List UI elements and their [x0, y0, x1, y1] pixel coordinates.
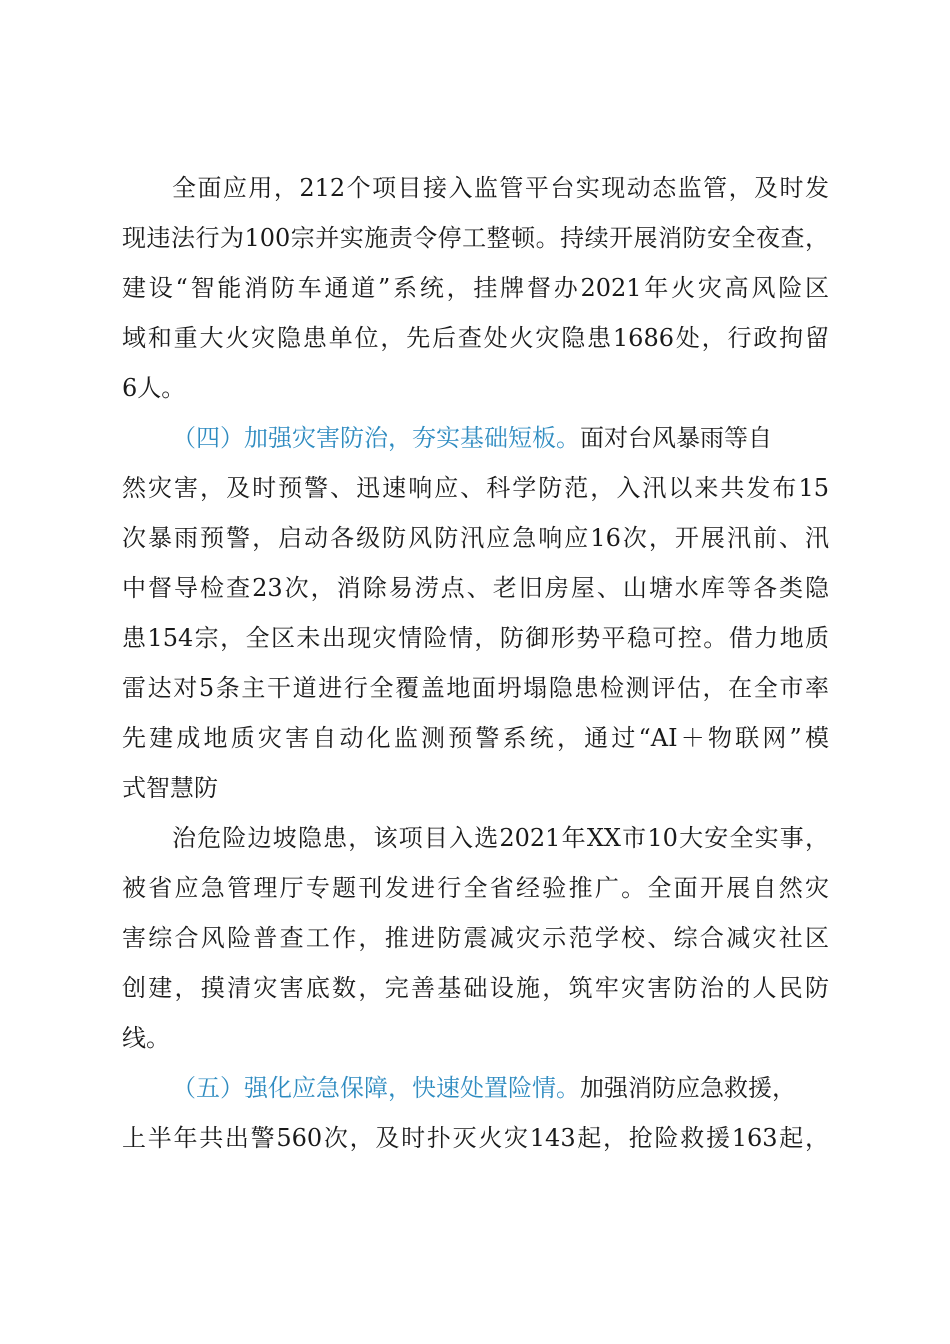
text-line-content: 患154宗，全区未出现灾情险情，防御形势平稳可控。借力地质: [122, 624, 829, 652]
text-line: [0, 663, 950, 713]
text-line: [0, 563, 950, 613]
text-line-content: 全面应用，212个项目接入监管平台实现动态监管，及时发: [172, 174, 829, 202]
text-line: [0, 863, 950, 913]
text-line: [0, 713, 950, 763]
text-line-content: 被省应急管理厅专题刊发进行全省经验推广。全面开展自然灾: [122, 874, 829, 902]
text-line-content: 雷达对5条主干道进行全覆盖地面坍塌隐患检测评估，在全市率: [122, 674, 829, 702]
text-line-content: 然灾害，及时预警、迅速响应、科学防范，入汛以来共发布15: [122, 474, 829, 502]
text-line: [0, 163, 950, 213]
text-line-content: 式智慧防: [122, 774, 218, 802]
text-line: [0, 613, 950, 663]
text-line: [0, 213, 950, 263]
text-line-content: 害综合风险普查工作，推进防震减灾示范学校、综合减灾社区: [122, 924, 829, 952]
text-line: [0, 1113, 950, 1163]
section-five-heading: （五）强化应急保障，快速处置险情。: [172, 1074, 580, 1102]
section-four-heading: （四）加强灾害防治，夯实基础短板。: [172, 424, 580, 452]
text-line-content: 治危险边坡隐患，该项目入选2021年XX市10大安全实事，: [172, 824, 829, 852]
section-five-line: [0, 1063, 950, 1113]
text-line: [0, 763, 950, 813]
text-line: [0, 513, 950, 563]
text-line-content: 建设“智能消防车通道”系统，挂牌督办2021年火灾高风险区: [122, 274, 829, 302]
text-line: [0, 363, 950, 413]
section-four-line: [0, 413, 950, 463]
text-line-content: 6人。: [122, 374, 186, 402]
text-line-content: 面对台风暴雨等自: [580, 424, 772, 452]
text-line: [0, 263, 950, 313]
text-line: [0, 1013, 950, 1063]
text-line-content: 域和重大火灾隐患单位，先后查处火灾隐患1686处，行政拘留: [122, 324, 829, 352]
text-line: [0, 463, 950, 513]
text-line-content: 现违法行为100宗并实施责令停工整顿。持续开展消防安全夜查，: [122, 224, 829, 252]
text-line-content: 创建，摸清灾害底数，完善基础设施，筑牢灾害防治的人民防: [122, 974, 829, 1002]
text-line: [0, 913, 950, 963]
text-line-content: 中督导检查23次，消除易涝点、老旧房屋、山塘水库等各类隐: [122, 574, 829, 602]
text-line-content: 先建成地质灾害自动化监测预警系统，通过“AI＋物联网”模: [122, 724, 829, 752]
text-line-content: 次暴雨预警，启动各级防风防汛应急响应16次，开展汛前、汛: [122, 524, 829, 552]
text-line-content: 加强消防应急救援，: [580, 1074, 796, 1102]
text-line-content: 上半年共出警560次，及时扑灭火灾143起，抢险救援163起，: [122, 1124, 829, 1152]
text-line: [0, 963, 950, 1013]
text-line: [0, 313, 950, 363]
text-line: [0, 813, 950, 863]
text-line-content: 线。: [122, 1024, 170, 1052]
